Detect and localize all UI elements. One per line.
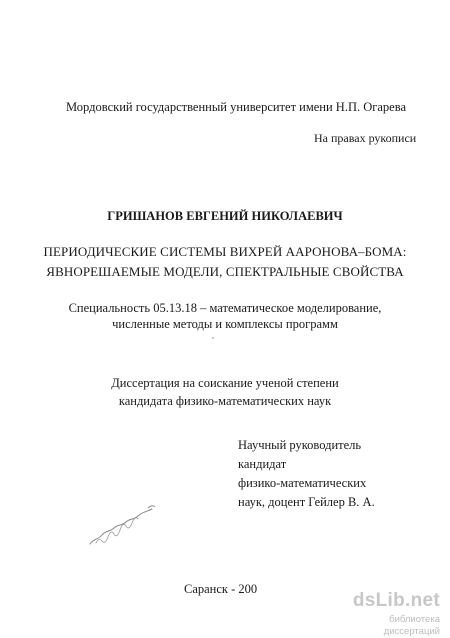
- supervisor-line-3: физико-математических: [238, 476, 367, 490]
- watermark-logo: dsLib.net: [352, 590, 440, 611]
- dissertation-line-2: кандидата физико-математических наук: [118, 394, 332, 408]
- supervisor-line-4: наук, доцент Гейлер В. А.: [238, 495, 375, 509]
- scan-speck: [212, 337, 214, 339]
- author-name: ГРИШАНОВ ЕВГЕНИЙ НИКОЛАЕВИЧ: [107, 209, 343, 223]
- supervisor-line-2: кандидат: [238, 457, 287, 471]
- specialty-line-2: численные методы и комплексы программ: [112, 317, 338, 331]
- handwritten-signature: [84, 500, 174, 550]
- dissertation-line-1: Диссертация на соискание ученой степени: [111, 376, 339, 390]
- university-name: Мордовский государственный университет имени Н.П. Огарева: [66, 100, 407, 114]
- dslib-watermark: [340, 590, 440, 637]
- watermark-subtitle: библиотека диссертаций: [383, 614, 440, 637]
- manuscript-rights: На правах рукописи: [314, 131, 417, 145]
- title-line-1: ПЕРИОДИЧЕСКИЕ СИСТЕМЫ ВИХРЕЙ ААРОНОВА–БОМА:: [43, 244, 407, 259]
- specialty-line-1: Специальность 05.13.18 – математическое моделирование,: [68, 301, 382, 315]
- title-line-2: ЯВНОРЕШАЕМЫЕ МОДЕЛИ, СПЕКТРАЛЬНЫЕ СВОЙСТВА: [46, 264, 404, 279]
- city-year: Саранск - 200: [184, 582, 258, 596]
- supervisor-line-1: Научный руководитель: [238, 438, 362, 452]
